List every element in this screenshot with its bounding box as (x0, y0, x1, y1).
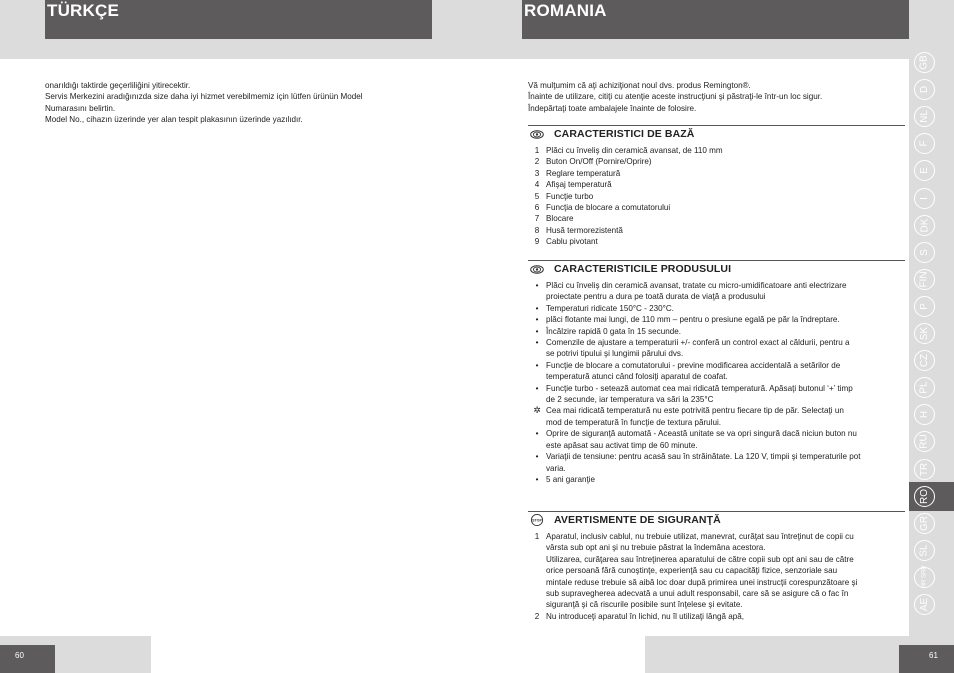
text-line: Îndepărtaţi toate ambalajele înainte de folosire. (528, 103, 697, 113)
language-tab-label: NL (918, 110, 930, 124)
list-item (528, 168, 905, 179)
list-item (528, 531, 905, 611)
right-page-title: ROMANIA (522, 0, 909, 39)
item-text: Afişaj temperatură (546, 180, 612, 190)
list-item (528, 383, 905, 406)
text-line: mintale reduse trebuie să aibă loc doar după primirea unei instrucţii corespunzătoare şi (546, 577, 858, 587)
language-tab-label: AE (919, 597, 930, 612)
item-text (546, 314, 905, 325)
item-text: Blocare (546, 214, 574, 224)
language-tab-fin[interactable] (914, 269, 935, 290)
language-tab-cz[interactable] (914, 350, 935, 371)
list-item (528, 191, 905, 202)
language-tab-label: GB (918, 55, 930, 70)
language-tab-label: SL (918, 544, 930, 557)
left-page-title: TÜRKÇE (45, 0, 432, 39)
item-text: Funcţie turbo (546, 191, 594, 201)
text-line: Aparatul, inclusiv cablul, nu trebuie utilizat, manevrat, curăţat sau întreţinut de copii cu (546, 532, 854, 541)
safety-list (528, 531, 905, 622)
list-item (528, 303, 905, 314)
language-tab-h[interactable] (914, 404, 935, 425)
list-item (528, 405, 905, 428)
item-text: Cablu pivotant (546, 237, 598, 247)
list-item (528, 337, 905, 360)
item-marker: • (535, 326, 539, 336)
list-item (528, 474, 905, 485)
intro-text (528, 80, 908, 114)
item-text (546, 326, 905, 337)
section-title: CARACTERISTICI DE BAZĂ (554, 128, 695, 140)
text-line: plăci flotante mai lungi, de 110 mm – pentru o presiune egală pe păr la îndreptare. (546, 315, 840, 325)
eye-icon (530, 264, 544, 274)
list-item (528, 145, 905, 156)
item-text (546, 531, 905, 611)
stop-icon-text: STOP (532, 518, 542, 523)
section-title: CARACTERISTICILE PRODUSULUI (554, 263, 732, 275)
text-line: orice persoană fără cunoştinţe, experienţă sau cu capacităţi fizice, senzoriale sau (546, 566, 838, 576)
text-line: Comenzile de ajustare a temperaturii +/- conferă un control exact al căldurii, pentru a (546, 338, 850, 348)
text-line: Variaţii de tensiune: pentru acasă sau în străinătate. La 120 V, timpii şi temperaturile pot (546, 452, 861, 462)
right-page-number: 61 (899, 645, 954, 673)
list-item (528, 236, 905, 247)
text-line: Înainte de utilizare, citiţi cu atenţie aceste instrucţiuni şi păstraţi-le într-un loc sigur. (528, 92, 823, 102)
item-number: 4 (534, 180, 540, 190)
item-text: Husă termorezistentă (546, 225, 623, 235)
item-marker: • (535, 315, 539, 325)
language-tab-label: F (918, 140, 930, 147)
features-list (528, 145, 905, 248)
list-item (528, 213, 905, 224)
text-line: onarıldığı taktirde geçerliliğini yitirecektir. (45, 81, 191, 90)
item-number: 2 (534, 157, 540, 167)
list-item (528, 202, 905, 213)
text-line: Temperaturi ridicate 150°C - 230°C. (546, 303, 674, 313)
language-tab-label: I (919, 196, 930, 200)
text-line: sub supravegherea adecvată a unui adult responsabil, care să se asigure că o fac în (546, 589, 849, 599)
language-tab-hr-srb[interactable] (914, 567, 935, 588)
item-text (546, 280, 905, 303)
language-tab-nl[interactable] (914, 106, 935, 127)
text-line: mod de temperatură în funcţie de textura părului. (546, 417, 722, 427)
language-tab-sk[interactable] (914, 323, 935, 344)
item-text (546, 303, 905, 314)
item-text: Reglare temperatură (546, 168, 621, 178)
item-marker: • (535, 383, 539, 393)
text-line: vârsta sub opt ani şi nu trebuie păstrat la îndemâna acestora. (546, 543, 766, 553)
item-number: 9 (534, 237, 540, 247)
item-text: Plăci cu înveliş din ceramică avansat, de 110 mm (546, 146, 723, 155)
item-text (546, 428, 905, 451)
language-tab-ro[interactable] (914, 486, 935, 507)
language-tab-label: SK (919, 326, 930, 341)
language-tab-label: RU (918, 434, 930, 450)
product-list (528, 280, 905, 485)
item-text: Buton On/Off (Pornire/Oprire) (546, 157, 652, 167)
item-text (546, 451, 905, 474)
language-tab-e[interactable] (914, 160, 935, 181)
text-line: se potrivi tipului şi lungimii părului dvs. (546, 349, 684, 359)
item-marker: • (535, 338, 539, 348)
language-tab-ae[interactable] (914, 594, 935, 615)
item-marker: 2 (534, 611, 540, 621)
safety-heading (528, 511, 905, 528)
item-text (546, 337, 905, 360)
language-tab-label: FIN (918, 271, 930, 288)
item-marker: • (535, 281, 539, 290)
section-title: AVERTISMENTE DE SIGURANŢĂ (554, 514, 721, 526)
text-line: temperatură atunci când folosiţi aparatul de coafat. (546, 372, 728, 382)
list-item (528, 360, 905, 383)
language-tab-ru[interactable] (914, 431, 935, 452)
text-line: Numarasını belirtin. (45, 103, 116, 113)
language-tab-label: PL (918, 381, 930, 394)
text-line: Cea mai ridicată temperatură nu este potrivită pentru fiecare tip de păr. Selectaţi un (546, 406, 844, 416)
text-line: Vă mulţumim că aţi achiziţionat noul dvs. produs Remington®. (528, 81, 751, 90)
language-tab-f[interactable] (914, 133, 935, 154)
item-text (546, 360, 905, 383)
text-line: de 2 secunde, iar temperatura va sări la 235°C (546, 395, 714, 405)
item-marker: • (535, 429, 539, 439)
text-line: este apăsat sau activat timp de 60 minute. (546, 440, 698, 450)
item-text (546, 611, 905, 622)
language-tab-label: E (918, 167, 930, 175)
item-text: Funcţia de blocare a comutatorului (546, 203, 671, 213)
list-item (528, 326, 905, 337)
language-tab-label: HR SRB (921, 566, 928, 589)
language-tab-sl[interactable] (914, 540, 935, 561)
text-line: Utilizarea, curăţarea sau întreţinerea aparatului de către copii sub opt ani sau de către (546, 554, 854, 564)
text-line: siguranţă şi că riscurile posibile sunt înţelese şi evitate. (546, 600, 743, 610)
item-number: 8 (534, 225, 540, 235)
item-number: 6 (534, 203, 540, 213)
text-line: proiectate pentru a dura pe toată durata de viaţă a produsului (546, 292, 766, 302)
product-heading (528, 260, 905, 277)
text-line: Încălzire rapidă 0 gata în 15 secunde. (546, 326, 681, 336)
item-number: 5 (534, 191, 540, 201)
language-tab-label: GR (919, 515, 930, 531)
item-marker: • (535, 360, 539, 370)
text-line: varia. (546, 463, 566, 473)
text-line: Model No., cihazın üzerinde yer alan tespit plakasının üzerinde yazılıdır. (45, 115, 303, 125)
language-tab-label: D (918, 85, 930, 94)
item-marker: 1 (534, 532, 540, 541)
text-line: Funcţie de blocare a comutatorului - previne modificarea accidentală a setărilor de (546, 360, 841, 370)
language-tab-label: S (918, 248, 930, 256)
language-tab-tr[interactable] (914, 459, 935, 480)
language-tab-label: TR (919, 462, 930, 476)
language-tab-gr[interactable] (914, 513, 935, 534)
language-tab-pl[interactable] (914, 377, 935, 398)
features-heading (528, 125, 905, 142)
item-marker: • (535, 474, 539, 484)
item-marker: • (535, 452, 539, 462)
language-tab-label: P (918, 303, 930, 310)
language-tabs (909, 50, 954, 636)
eye-icon (530, 129, 544, 139)
item-text (546, 383, 905, 406)
language-tab-label: CZ (919, 353, 930, 368)
stop-icon (530, 515, 544, 525)
item-number: 3 (534, 168, 540, 178)
item-marker: • (535, 303, 539, 313)
language-tab-label: DK (919, 218, 930, 233)
left-page-text (45, 80, 425, 126)
language-tab-d[interactable] (914, 79, 935, 100)
item-text (546, 405, 905, 428)
text-line: Funcţie turbo - setează automat cea mai ridicată temperatură. Apăsaţi butonul ‘+’ timp (546, 383, 853, 393)
item-number: 7 (534, 214, 540, 224)
text-line: Nu introduceţi aparatul în lichid, nu îl utilizaţi lângă apă, (546, 611, 744, 621)
list-item (528, 451, 905, 474)
list-item (528, 314, 905, 325)
item-text (546, 474, 905, 485)
sun-icon: ✲ (533, 405, 541, 416)
language-tab-s[interactable] (914, 242, 935, 263)
list-item (528, 280, 905, 303)
language-tab-i[interactable] (914, 188, 935, 209)
text-line: Plăci cu înveliş din ceramică avansat, tratate cu micro-umidificatoare anti electrizare (546, 281, 847, 290)
list-item (528, 179, 905, 190)
text-line: Oprire de siguranţă automată - Această unitate se va opri singură dacă niciun buton nu (546, 429, 857, 439)
language-tab-gb[interactable] (914, 52, 935, 73)
text-line: Servis Merkezini aradığınızda size daha iyi hizmet verebilmemiz için lütfen ürünün Model (45, 92, 363, 102)
left-page-number: 60 (0, 645, 55, 673)
language-tab-label: RO (919, 488, 930, 504)
item-number: 1 (534, 146, 540, 155)
language-tab-label: H (918, 411, 930, 419)
list-item (528, 428, 905, 451)
list-item (528, 156, 905, 167)
language-tab-dk[interactable] (914, 215, 935, 236)
language-tab-p[interactable] (914, 296, 935, 317)
text-line: 5 ani garanţie (546, 474, 596, 484)
list-item (528, 225, 905, 236)
list-item (528, 611, 905, 622)
